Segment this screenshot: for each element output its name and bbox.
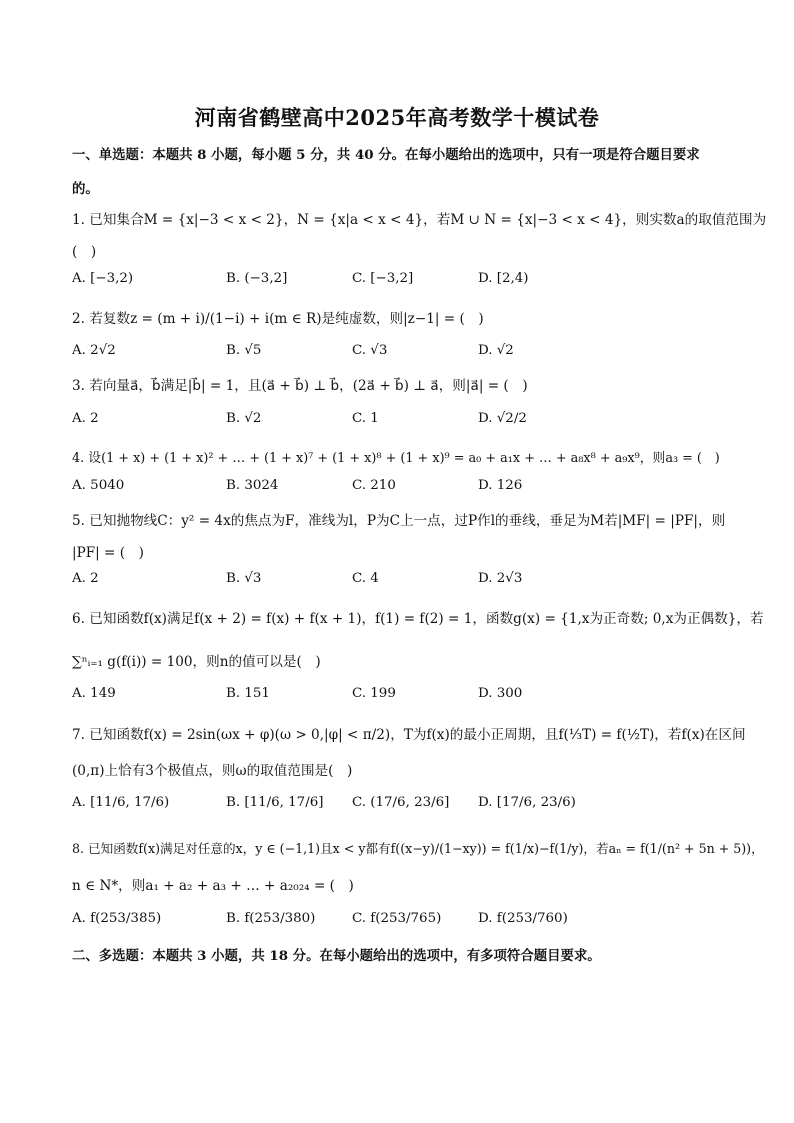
q1-option-b: B. (−3,2] bbox=[226, 271, 288, 286]
question-6-text-cont: ∑ⁿᵢ₌₁ g(f(i)) = 100，则n的值可以是( ) bbox=[72, 654, 321, 670]
q1-option-a: A. [−3,2) bbox=[72, 271, 134, 286]
question-5-text: 5. 已知抛物线C：y² = 4x的焦点为F，准线为l，P为C上一点，过P作l的垂线，垂足为M若|MF| = |PF|，则 bbox=[72, 513, 726, 529]
q8-option-c: C. f(253/765) bbox=[352, 911, 442, 926]
q1-option-d: D. [2,4) bbox=[478, 271, 529, 286]
q4-option-a: A. 5040 bbox=[72, 478, 125, 493]
question-6-text: 6. 已知函数f(x)满足f(x + 2) = f(x) + f(x + 1)，f(1) = f(2) = 1，函数g(x) = {1,x为正奇数; 0,x为正偶数}，若 bbox=[72, 611, 764, 627]
q4-option-d: D. 126 bbox=[478, 478, 523, 493]
q5-option-d: D. 2√3 bbox=[478, 571, 523, 586]
question-4-text: 4. 设(1 + x) + (1 + x)² + … + (1 + x)⁷ + (1 + x)⁸ + (1 + x)⁹ = a₀ + a₁x + … + a₈x⁸ + a₉x⁹，则a₃ = ( ) bbox=[72, 451, 720, 466]
q5-option-b: B. √3 bbox=[226, 571, 262, 586]
question-8-text-cont: n ∈ N*，则a₁ + a₂ + a₃ + … + a₂₀₂₄ = ( ) bbox=[72, 878, 354, 894]
section-header-multiple-choice: 二、多选题：本题共 3 小题，共 18 分。在每小题给出的选项中，有多项符合题目要求。 bbox=[72, 948, 601, 964]
q7-option-d: D. [17/6, 23/6) bbox=[478, 795, 576, 810]
q7-option-a: A. [11/6, 17/6) bbox=[72, 795, 170, 810]
question-1-text: 1. 已知集合M = {x|−3 < x < 2}，N = {x|a < x < 4}，若M ∪ N = {x|−3 < x < 4}，则实数a的取值范围为 bbox=[72, 212, 767, 228]
question-5-text-cont: |PF| = ( ) bbox=[72, 545, 144, 561]
q6-option-b: B. 151 bbox=[226, 686, 270, 701]
q8-option-d: D. f(253/760) bbox=[478, 911, 568, 926]
q3-option-b: B. √2 bbox=[226, 411, 262, 426]
q5-option-c: C. 4 bbox=[352, 571, 379, 586]
q7-option-c: C. (17/6, 23/6] bbox=[352, 795, 450, 810]
q3-option-c: C. 1 bbox=[352, 411, 379, 426]
q1-option-c: C. [−3,2] bbox=[352, 271, 414, 286]
q6-option-a: A. 149 bbox=[72, 686, 116, 701]
q2-option-d: D. √2 bbox=[478, 343, 514, 358]
q3-option-a: A. 2 bbox=[72, 411, 99, 426]
q7-option-b: B. [11/6, 17/6] bbox=[226, 795, 324, 810]
question-7-text-cont: (0,π)上恰有3个极值点，则ω的取值范围是( ) bbox=[72, 763, 353, 779]
q2-option-c: C. √3 bbox=[352, 343, 388, 358]
question-8-text: 8. 已知函数f(x)满足对任意的x，y ∈ (−1,1)且x < y都有f((x−y)/(1−xy)) = f(1/x)−f(1/y)，若aₙ = f(1/(n² + 5n + 5))， bbox=[72, 841, 764, 856]
page-title: 河南省鹤壁高中2025年高考数学十模试卷 bbox=[194, 105, 600, 130]
question-1-text-cont: ( ) bbox=[72, 244, 97, 260]
question-7-text: 7. 已知函数f(x) = 2sin(ωx + φ)(ω > 0,|φ| < π/2)，T为f(x)的最小正周期，且f(⅓T) = f(½T)，若f(x)在区间 bbox=[72, 727, 746, 743]
q8-option-b: B. f(253/380) bbox=[226, 911, 316, 926]
question-3-text: 3. 若向量a⃗，b⃗满足|b⃗| = 1，且(a⃗ + b⃗) ⊥ b⃗，(2a⃗ + b⃗) ⊥ a⃗，则|a⃗| = ( ) bbox=[72, 378, 528, 394]
q4-option-b: B. 3024 bbox=[226, 478, 279, 493]
q3-option-d: D. √2/2 bbox=[478, 411, 527, 426]
q6-option-d: D. 300 bbox=[478, 686, 523, 701]
q2-option-b: B. √5 bbox=[226, 343, 262, 358]
section-header-single-choice-cont: 的。 bbox=[72, 181, 99, 197]
q4-option-c: C. 210 bbox=[352, 478, 396, 493]
section-header-single-choice: 一、单选题：本题共 8 小题，每小题 5 分，共 40 分。在每小题给出的选项中，只有一项是符合题目要求 bbox=[72, 147, 700, 163]
q2-option-a: A. 2√2 bbox=[72, 343, 116, 358]
q6-option-c: C. 199 bbox=[352, 686, 396, 701]
q8-option-a: A. f(253/385) bbox=[72, 911, 162, 926]
q5-option-a: A. 2 bbox=[72, 571, 99, 586]
question-2-text: 2. 若复数z = (m + i)/(1−i) + i(m ∈ R)是纯虚数，则|z−1| = ( ) bbox=[72, 311, 484, 327]
